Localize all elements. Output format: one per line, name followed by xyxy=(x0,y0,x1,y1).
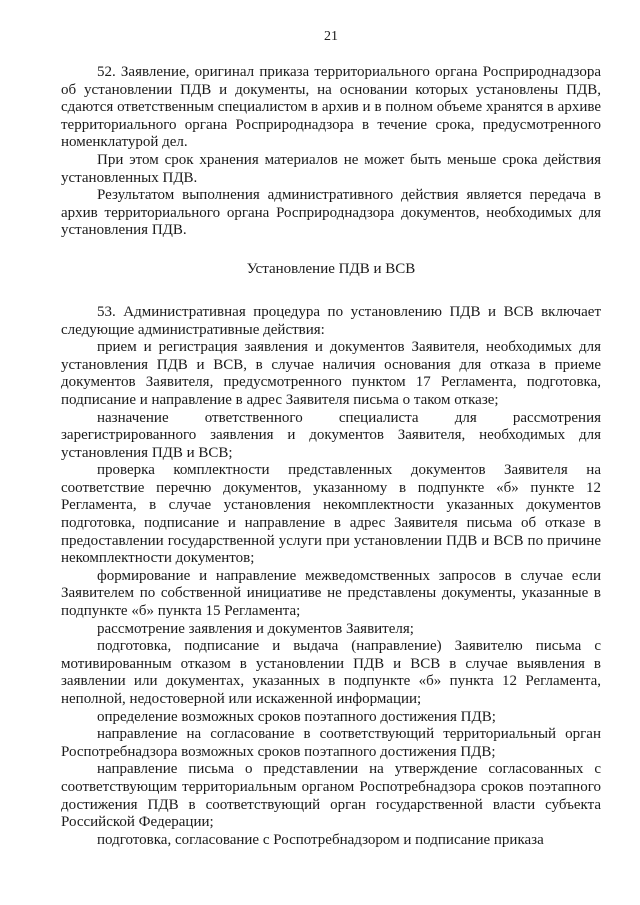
paragraph-52: 52. Заявление, оригинал приказа территориального органа Росприроднадзора об установлении ПДВ и документы, на основании которых установлены ПДВ, сдаются ответственным специалистом в архив и в полном объеме хранятся в архиве территориального органа Росприроднадзора в течение срока, предусмотренного номенклатурой дел. xyxy=(61,64,601,151)
list-item: подготовка, подписание и выдача (направление) Заявителю письма с мотивированным отказом в установлении ПДВ и ВСВ в случае выявления в заявлении или документах, указанных в подпункте «б» пункта 12 Регламента, неполной, недостоверной или искаженной информации; xyxy=(61,638,601,707)
page-number: 21 xyxy=(324,29,338,44)
list-item: рассмотрение заявления и документов Заявителя; xyxy=(97,620,414,637)
list-item: направление письма о представлении на утверждение согласованных с соответствующим территориальным органом Роспотребнадзора сроков поэтапного достижения ПДВ в соответствующий орган государственной власти субъекта Российской Федерации; xyxy=(61,761,601,831)
list-item: назначение ответственного специалиста для рассмотрения зарегистрированного заявления и документов Заявителя, необходимых для установления ПДВ и ВСВ; xyxy=(61,409,601,461)
paragraph-53: 53. Административная процедура по установлению ПДВ и ВСВ включает следующие административные действия: xyxy=(61,303,601,338)
list-item: подготовка, согласование с Роспотребнадзором и подписание приказа xyxy=(97,831,544,848)
section-heading: Установление ПДВ и ВСВ xyxy=(246,260,416,277)
list-item: определение возможных сроков поэтапного достижения ПДВ; xyxy=(97,708,496,725)
document-page xyxy=(61,28,601,849)
list-item: формирование и направление межведомственных запросов в случае если Заявителем по собственной инициативе не представлены документы, указанные в подпункте «б» пункта 15 Регламента; xyxy=(61,567,601,620)
paragraph-result: Результатом выполнения административного действия является передача в архив территориального органа Росприроднадзора документов, необходимых для установления ПДВ. xyxy=(61,187,601,239)
list-item: проверка комплектности представленных документов Заявителя на соответствие перечню документов, указанному в подпункте «б» пункте 12 Регламента, в случае установления некомплектности указанных документов подготовка, подписание и направление в адрес Заявителя письма об отказе в предоставлении государственной услуги при установлении ПДВ и ВСВ по причине некомплектности документов; xyxy=(61,462,601,567)
paragraph-storage-term: При этом срок хранения материалов не может быть меньше срока действия установленных ПДВ. xyxy=(61,151,601,186)
list-item: направление на согласование в соответствующий территориальный орган Роспотребнадзора возможных сроков поэтапного достижения ПДВ; xyxy=(61,726,601,760)
list-item: прием и регистрация заявления и документов Заявителя, необходимых для установления ПДВ и ВСВ, в случае наличия основания для отказа в приеме документов Заявителя, предусмотренного пунктом 17 Регламента, подготовка, подписание и направление в адрес Заявителя письма о таком отказе; xyxy=(61,339,601,408)
